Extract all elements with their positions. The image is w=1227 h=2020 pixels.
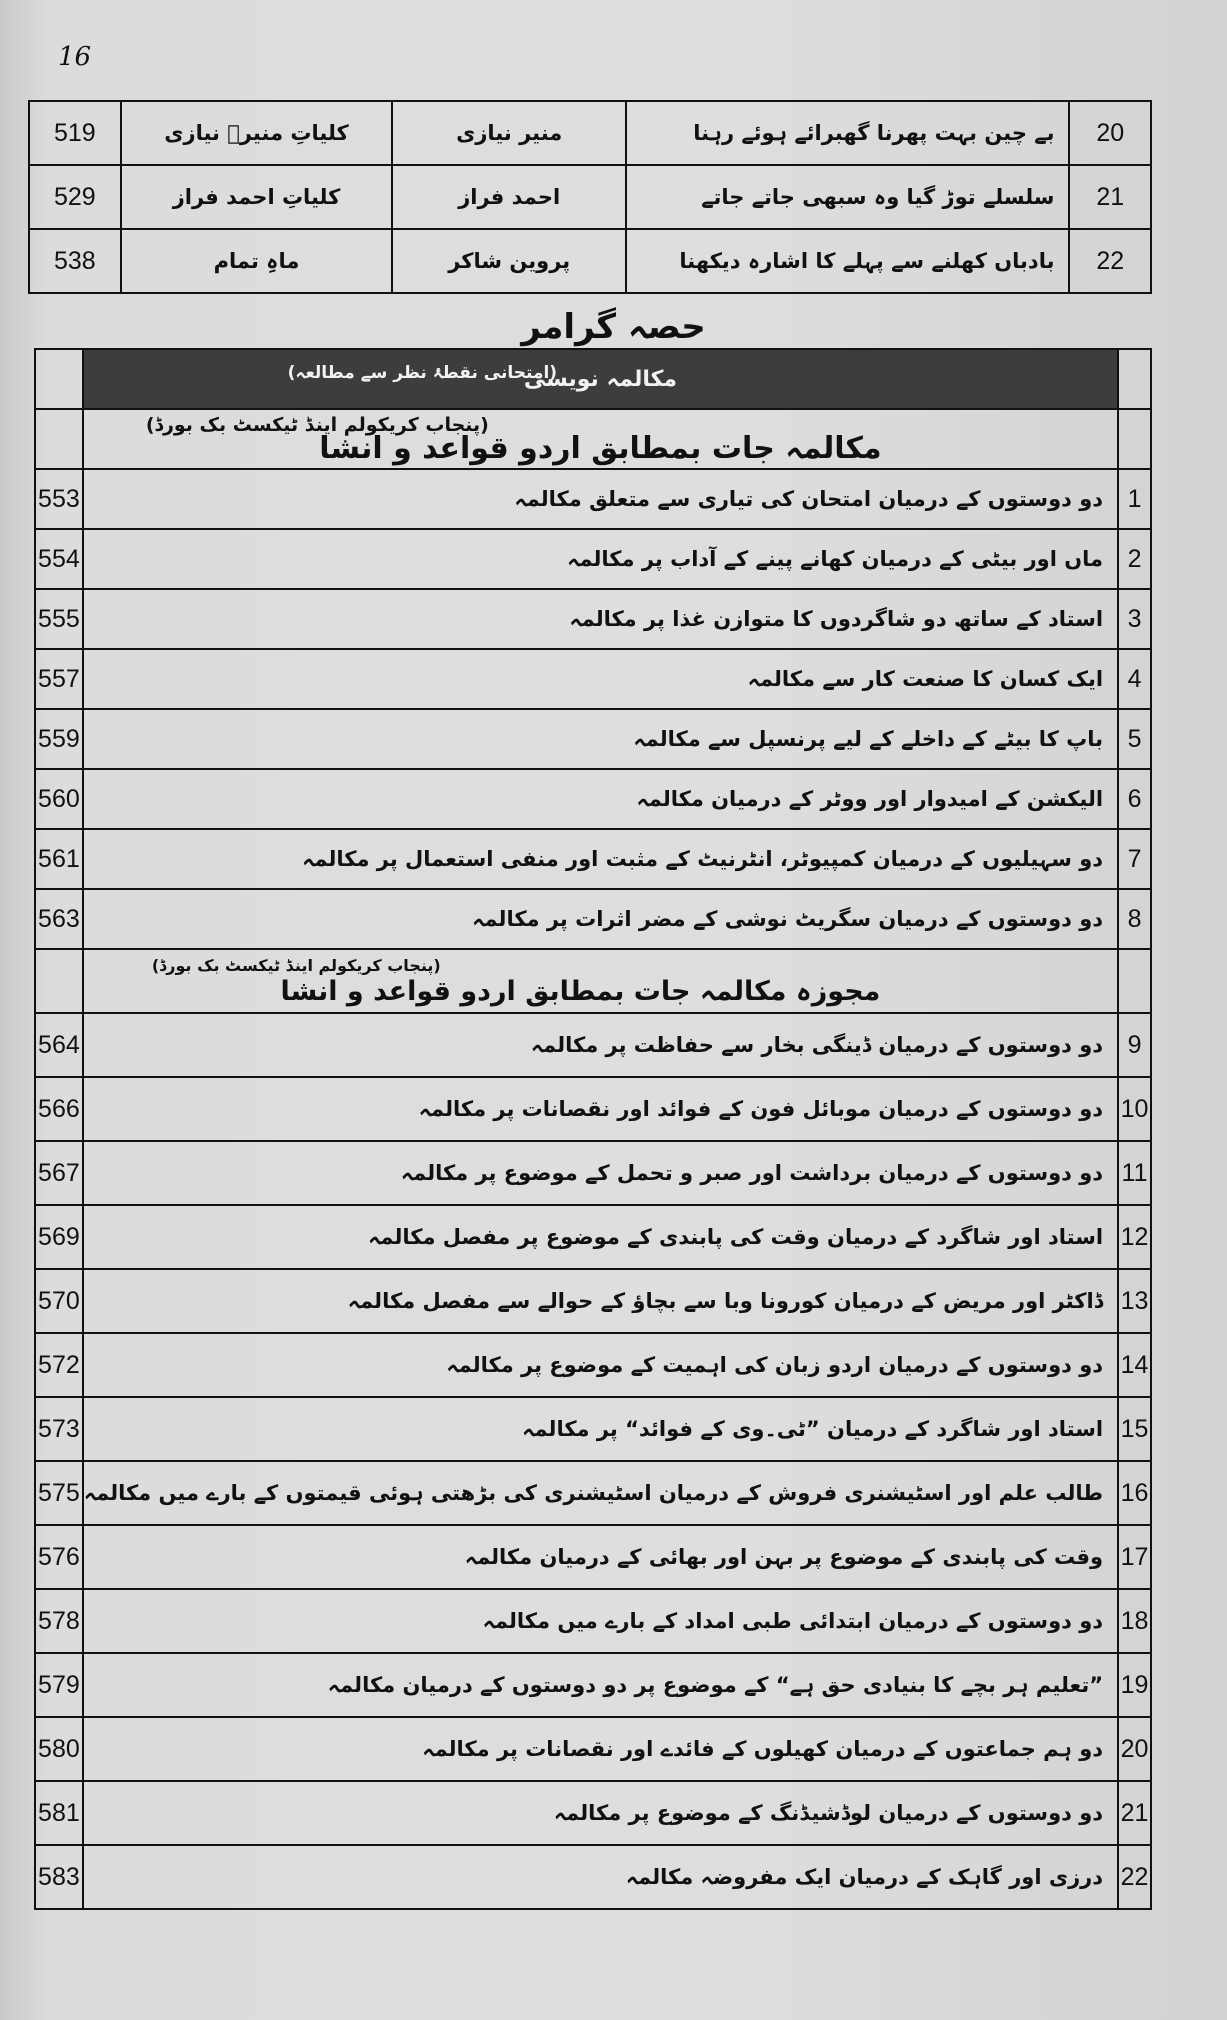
page-number-cell: 529: [29, 165, 121, 229]
serial-cell: 18: [1118, 1589, 1151, 1653]
page-number-cell: 561: [35, 829, 83, 889]
serial-cell: 22: [1118, 1845, 1151, 1909]
subsection-heading-note: (پنجاب کریکولم اینڈ ٹیکسٹ بک بورڈ): [151, 956, 441, 975]
page-number-cell: 567: [35, 1141, 83, 1205]
dialogue-row: [35, 1717, 1151, 1781]
page-number-cell: 564: [35, 1013, 83, 1077]
title-cell: استاد کے ساتھ دو شاگردوں کا متوازن غذا پر مکالمہ: [83, 589, 1118, 649]
dialogue-row: [35, 1845, 1151, 1909]
title-cell: دو دوستوں کے درمیان امتحان کی تیاری سے متعلق مکالمہ: [83, 469, 1118, 529]
serial-cell: 20: [1069, 101, 1151, 165]
dialogue-row: [35, 1589, 1151, 1653]
serial-cell: 14: [1118, 1333, 1151, 1397]
blank-page-cell: [35, 949, 83, 1013]
book-cell: کلیاتِ منیرؔ نیازی: [121, 101, 393, 165]
subsection-heading-row: [35, 949, 1151, 1013]
dialogue-row: [35, 1269, 1151, 1333]
page-number-cell: 519: [29, 101, 121, 165]
serial-cell: 21: [1118, 1781, 1151, 1845]
title-cell: دو دوستوں کے درمیان اردو زبان کی اہمیت کے موضوع پر مکالمہ: [83, 1333, 1118, 1397]
dialogue-header-note: (امتحانی نقطۂ نظر سے مطالعہ): [287, 363, 558, 383]
serial-cell: 9: [1118, 1013, 1151, 1077]
book-cell: ماہِ تمام: [121, 229, 393, 293]
dialogue-row: [35, 649, 1151, 709]
dialogue-row: [35, 529, 1151, 589]
serial-cell: 4: [1118, 649, 1151, 709]
serial-cell: 8: [1118, 889, 1151, 949]
page-number-cell: 575: [35, 1461, 83, 1525]
poetry-row: [29, 165, 1151, 229]
dialogue-row: [35, 769, 1151, 829]
serial-cell: 22: [1069, 229, 1151, 293]
serial-cell: 15: [1118, 1397, 1151, 1461]
dialogue-row: [35, 1205, 1151, 1269]
grammar-section-title: حصہ گرامر: [521, 307, 706, 347]
page-number-cell: 580: [35, 1717, 83, 1781]
book-cell: کلیاتِ احمد فراز: [121, 165, 393, 229]
title-cell: ایک کسان کا صنعت کار سے مکالمہ: [83, 649, 1118, 709]
dialogue-row: [35, 1141, 1151, 1205]
title-cell: طالب علم اور اسٹیشنری فروش کے درمیان اسٹیشنری کی بڑھتی ہوئی قیمتوں کے بارے میں مکالمہ: [83, 1461, 1118, 1525]
page-number-cell: 566: [35, 1077, 83, 1141]
page-number-cell: 573: [35, 1397, 83, 1461]
title-cell: دو دوستوں کے درمیان برداشت اور صبر و تحمل کے موضوع پر مکالمہ: [83, 1141, 1118, 1205]
section-heading-row: [35, 409, 1151, 469]
blank-page-cell: [35, 349, 83, 409]
page-number-cell: 581: [35, 1781, 83, 1845]
serial-cell: 11: [1118, 1141, 1151, 1205]
page-number-cell: 555: [35, 589, 83, 649]
title-cell: وقت کی پابندی کے موضوع پر بہن اور بھائی کے درمیان مکالمہ: [83, 1525, 1118, 1589]
serial-cell: 5: [1118, 709, 1151, 769]
dialogue-row: [35, 709, 1151, 769]
dialogue-row: [35, 1781, 1151, 1845]
title-cell: ”تعلیم ہر بچے کا بنیادی حق ہے“ کے موضوع پر دو دوستوں کے درمیان مکالمہ: [83, 1653, 1118, 1717]
dialogue-row: [35, 1525, 1151, 1589]
dialogue-row: [35, 1653, 1151, 1717]
dialogue-header-row: [35, 349, 1151, 409]
page-number-cell: 560: [35, 769, 83, 829]
dialogue-row: [35, 889, 1151, 949]
page-number-cell: 570: [35, 1269, 83, 1333]
page-number-cell: 554: [35, 529, 83, 589]
serial-cell: 20: [1118, 1717, 1151, 1781]
title-cell: ڈاکٹر اور مریض کے درمیان کورونا وبا سے بچاؤ کے حوالے سے مفصل مکالمہ: [83, 1269, 1118, 1333]
section-heading-title: مکالمہ جات بمطابق اردو قواعد و انشا: [319, 430, 882, 466]
blank-page-cell: [35, 409, 83, 469]
section-heading: [83, 409, 1118, 469]
dialogue-row: [35, 469, 1151, 529]
title-cell: بادباں کھلنے سے پہلے کا اشارہ دیکھنا: [626, 229, 1069, 293]
page-number-cell: 559: [35, 709, 83, 769]
title-cell: دو ہم جماعتوں کے درمیان کھیلوں کے فائدے اور نقصانات پر مکالمہ: [83, 1717, 1118, 1781]
dialogue-row: [35, 1013, 1151, 1077]
poetry-index-table: [28, 100, 1152, 294]
page-number: 16: [58, 42, 92, 72]
title-cell: استاد اور شاگرد کے درمیان ”ٹی۔وی کے فوائد“ پر مکالمہ: [83, 1397, 1118, 1461]
title-cell: دو دوستوں کے درمیان ابتدائی طبی امداد کے بارے میں مکالمہ: [83, 1589, 1118, 1653]
title-cell: باپ کا بیٹے کے داخلے کے لیے پرنسپل سے مکالمہ: [83, 709, 1118, 769]
title-cell: ماں اور بیٹی کے درمیان کھانے پینے کے آداب پر مکالمہ: [83, 529, 1118, 589]
title-cell: دو دوستوں کے درمیان لوڈشیڈنگ کے موضوع پر مکالمہ: [83, 1781, 1118, 1845]
poet-cell: احمد فراز: [392, 165, 626, 229]
blank-number-cell: [1118, 349, 1151, 409]
serial-cell: 17: [1118, 1525, 1151, 1589]
subsection-heading-title: مجوزہ مکالمہ جات بمطابق اردو قواعد و انشا: [280, 975, 881, 1007]
section-heading-note: (پنجاب کریکولم اینڈ ٹیکسٹ بک بورڈ): [145, 414, 489, 436]
poet-cell: منیر نیازی: [392, 101, 626, 165]
dialogue-header-title: مکالمہ نویسی: [523, 366, 678, 392]
title-cell: دو سہیلیوں کے درمیان کمپیوٹر، انٹرنیٹ کے مثبت اور منفی استعمال پر مکالمہ: [83, 829, 1118, 889]
serial-cell: 12: [1118, 1205, 1151, 1269]
page-number-cell: 569: [35, 1205, 83, 1269]
poet-cell: پروین شاکر: [392, 229, 626, 293]
title-cell: الیکشن کے امیدوار اور ووٹر کے درمیان مکالمہ: [83, 769, 1118, 829]
serial-cell: 3: [1118, 589, 1151, 649]
serial-cell: 1: [1118, 469, 1151, 529]
title-cell: دو دوستوں کے درمیان سگریٹ نوشی کے مضر اثرات پر مکالمہ: [83, 889, 1118, 949]
page-number-cell: 578: [35, 1589, 83, 1653]
title-cell: دو دوستوں کے درمیان ڈینگی بخار سے حفاظت پر مکالمہ: [83, 1013, 1118, 1077]
title-cell: سلسلے توڑ گیا وہ سبھی جاتے جاتے: [626, 165, 1069, 229]
page-number-cell: 583: [35, 1845, 83, 1909]
page-number-cell: 563: [35, 889, 83, 949]
page-number-cell: 557: [35, 649, 83, 709]
dialogue-row: [35, 1077, 1151, 1141]
page-number-cell: 553: [35, 469, 83, 529]
dialogue-row: [35, 829, 1151, 889]
serial-cell: 6: [1118, 769, 1151, 829]
serial-cell: 7: [1118, 829, 1151, 889]
page-number-cell: 538: [29, 229, 121, 293]
dialogue-row: [35, 1461, 1151, 1525]
blank-number-cell: [1118, 409, 1151, 469]
serial-cell: 16: [1118, 1461, 1151, 1525]
page-number-cell: 579: [35, 1653, 83, 1717]
title-cell: دو دوستوں کے درمیان موبائل فون کے فوائد اور نقصانات پر مکالمہ: [83, 1077, 1118, 1141]
dialogue-row: [35, 1333, 1151, 1397]
page-number-cell: 576: [35, 1525, 83, 1589]
blank-number-cell: [1118, 949, 1151, 1013]
poetry-row: [29, 229, 1151, 293]
serial-cell: 10: [1118, 1077, 1151, 1141]
dialogue-row: [35, 1397, 1151, 1461]
serial-cell: 21: [1069, 165, 1151, 229]
title-cell: بے چین بہت پھرنا گھبرائے ہوئے رہنا: [626, 101, 1069, 165]
serial-cell: 2: [1118, 529, 1151, 589]
dialogue-index-table: [34, 348, 1152, 1910]
serial-cell: 13: [1118, 1269, 1151, 1333]
dialogue-header: [83, 349, 1118, 409]
dialogue-row: [35, 589, 1151, 649]
title-cell: درزی اور گاہک کے درمیان ایک مفروضہ مکالمہ: [83, 1845, 1118, 1909]
serial-cell: 19: [1118, 1653, 1151, 1717]
poetry-row: [29, 101, 1151, 165]
title-cell: استاد اور شاگرد کے درمیان وقت کی پابندی کے موضوع پر مفصل مکالمہ: [83, 1205, 1118, 1269]
page-number-cell: 572: [35, 1333, 83, 1397]
subsection-heading: [83, 949, 1118, 1013]
